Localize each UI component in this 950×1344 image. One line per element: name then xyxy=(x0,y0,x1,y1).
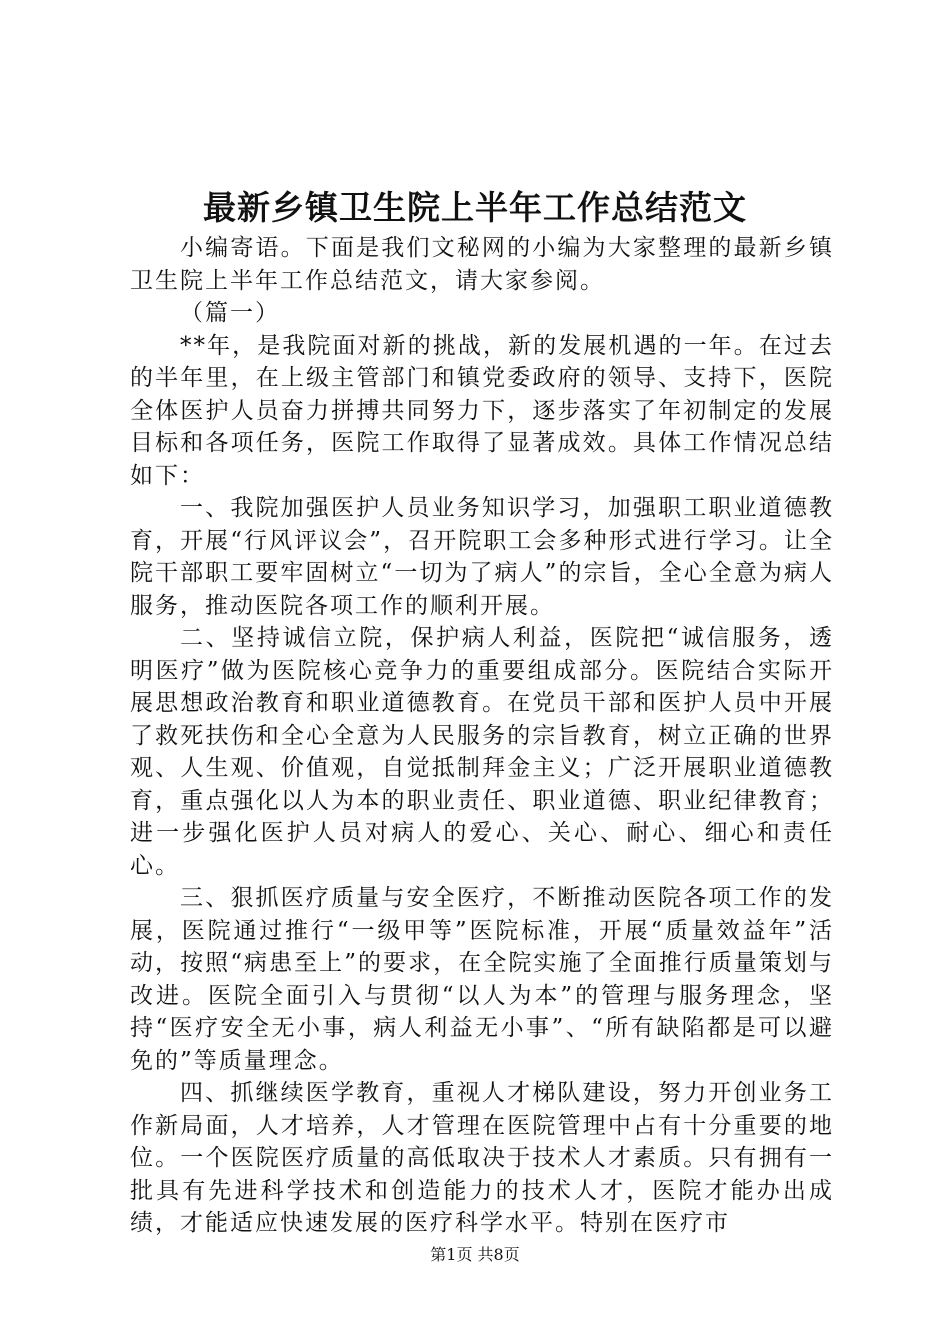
paragraph-section-label: （篇一） xyxy=(180,300,280,326)
paragraph-overview: **年，是我院面对新的挑战，新的发展机遇的一年。在过去的半年里，在上级主管部门和镇党委政府的领导、支持下，医院全体医护人员奋力拼搏共同努力下，逐步落实了年初制定的发展目标和各项任务，医院工作取得了显著成效。具体工作情况总结如下： xyxy=(130,332,834,489)
paragraph-item-4: 四、抓继续医学教育，重视人才梯队建设，努力开创业务工作新局面，人才培养，人才管理在医院管理中占有十分重要的地位。一个医院医疗质量的高低取决于技术人才素质。只有拥有一批具有先进科学技术和创造能力的技术人才，医院才能办出成绩，才能适应快速发展的医疗科学水平。特别在医疗市 xyxy=(130,1080,834,1236)
document-body xyxy=(130,232,834,1240)
paragraph-intro: 小编寄语。下面是我们文秘网的小编为大家整理的最新乡镇卫生院上半年工作总结范文，请大家参阅。 xyxy=(130,235,834,294)
paragraph-item-1: 一、我院加强医护人员业务知识学习，加强职工职业道德教育，开展“行风评议会”，召开院职工会多种形式进行学习。让全院干部职工要牢固树立“一切为了病人”的宗旨，全心全意为病人服务，推动医院各项工作的顺利开展。 xyxy=(130,495,834,619)
paragraph-item-3: 三、狠抓医疗质量与安全医疗，不断推动医院各项工作的发展，医院通过推行“一级甲等”医院标准，开展“质量效益年”活动，按照“病患至上”的要求，在全院实施了全面推行质量策划与改进。医院全面引入与贯彻“以人为本”的管理与服务理念，坚持“医疗安全无小事，病人利益无小事”、“所有缺陷都是可以避免的”等质量理念。 xyxy=(130,885,834,1074)
paragraph-item-2: 二、坚持诚信立院，保护病人利益，医院把“诚信服务，透明医疗”做为医院核心竞争力的重要组成部分。医院结合实际开展思想政治教育和职业道德教育。在党员干部和医护人员中开展了救死扶伤和全心全意为人民服务的宗旨教育，树立正确的世界观、人生观、价值观，自觉抵制拜金主义；广泛开展职业道德教育，重点强化以人为本的职业责任、职业道德、职业纪律教育；进一步强化医护人员对病人的爱心、关心、耐心、细心和责任心。 xyxy=(130,625,834,879)
document-title: 最新乡镇卫生院上半年工作总结范文 xyxy=(203,188,747,227)
page-number-footer: 第1页 共8页 xyxy=(430,1245,520,1264)
